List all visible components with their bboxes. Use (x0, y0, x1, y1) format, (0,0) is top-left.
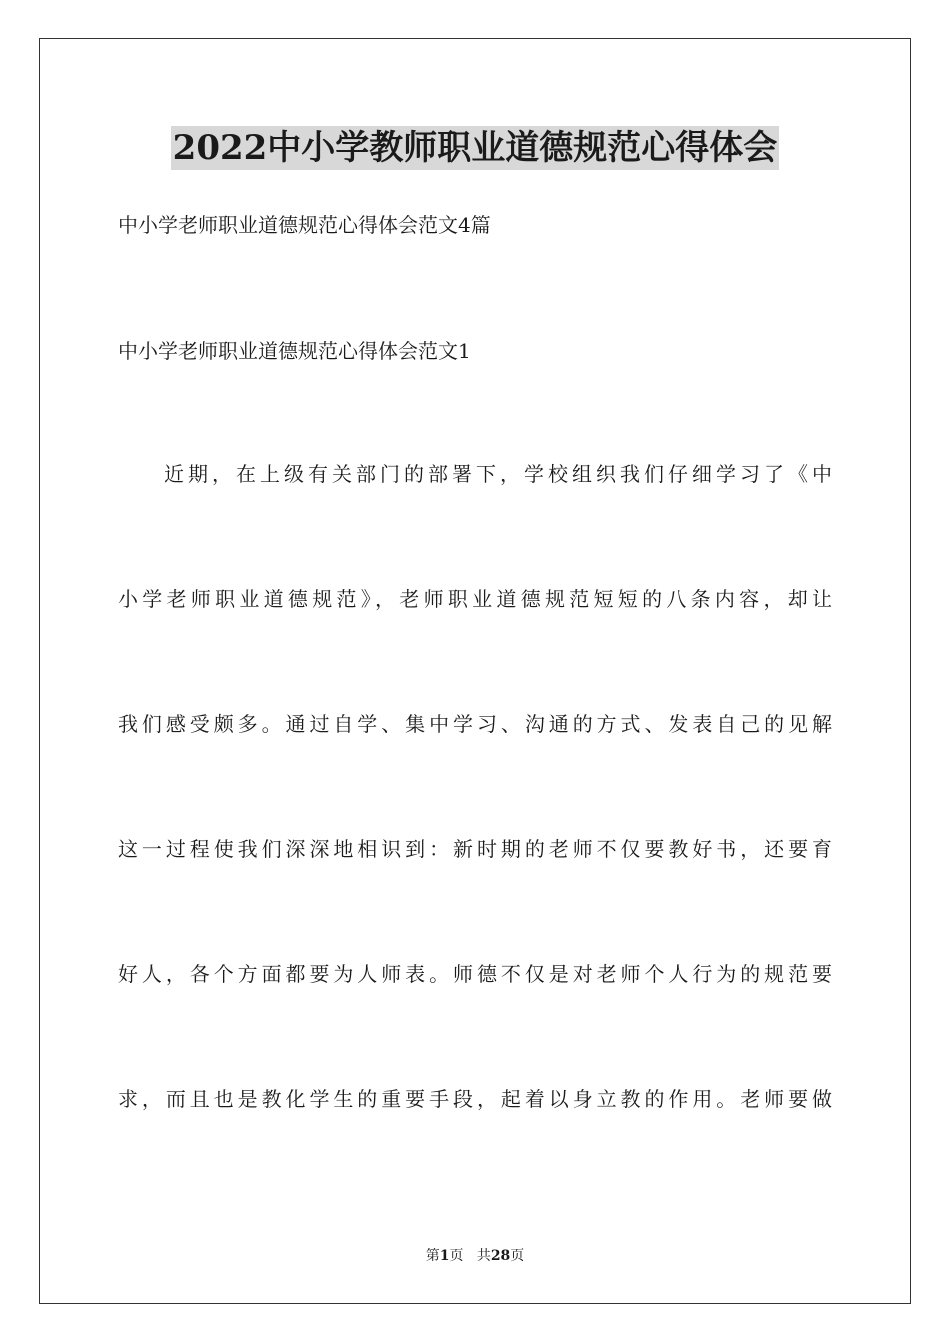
body-line-3: 我们感受颇多。通过自学、集中学习、沟通的方式、发表自己的见解 (118, 712, 832, 736)
page-prefix: 第 (425, 1248, 440, 1264)
body-line-2: 小学老师职业道德规范》，老师职业道德规范短短的八条内容，却让 (118, 587, 832, 611)
body-line-4: 这一过程使我们深深地相识到：新时期的老师不仅要教好书，还要育 (118, 837, 832, 861)
page-number: 1 (439, 1248, 450, 1264)
section-heading: 中小学老师职业道德规范心得体会范文1 (118, 339, 471, 363)
title-container (0, 126, 950, 170)
page-suffix: 页 (449, 1248, 464, 1264)
body-line-1: 近期，在上级有关部门的部署下，学校组织我们仔细学习了《中 (164, 462, 832, 486)
total-pages: 28 (490, 1248, 511, 1264)
document-title: 2022中小学教师职业道德规范心得体会 (172, 128, 778, 168)
body-line-6: 求，而且也是教化学生的重要手段，起着以身立教的作用。老师要做 (118, 1087, 832, 1111)
document-subtitle: 中小学老师职业道德规范心得体会范文4篇 (118, 213, 491, 237)
total-prefix: 共 (476, 1248, 491, 1264)
body-line-5: 好人，各个方面都要为人师表。师德不仅是对老师个人行为的规范要 (118, 962, 832, 986)
total-suffix: 页 (510, 1248, 525, 1264)
page-footer (0, 1246, 950, 1266)
